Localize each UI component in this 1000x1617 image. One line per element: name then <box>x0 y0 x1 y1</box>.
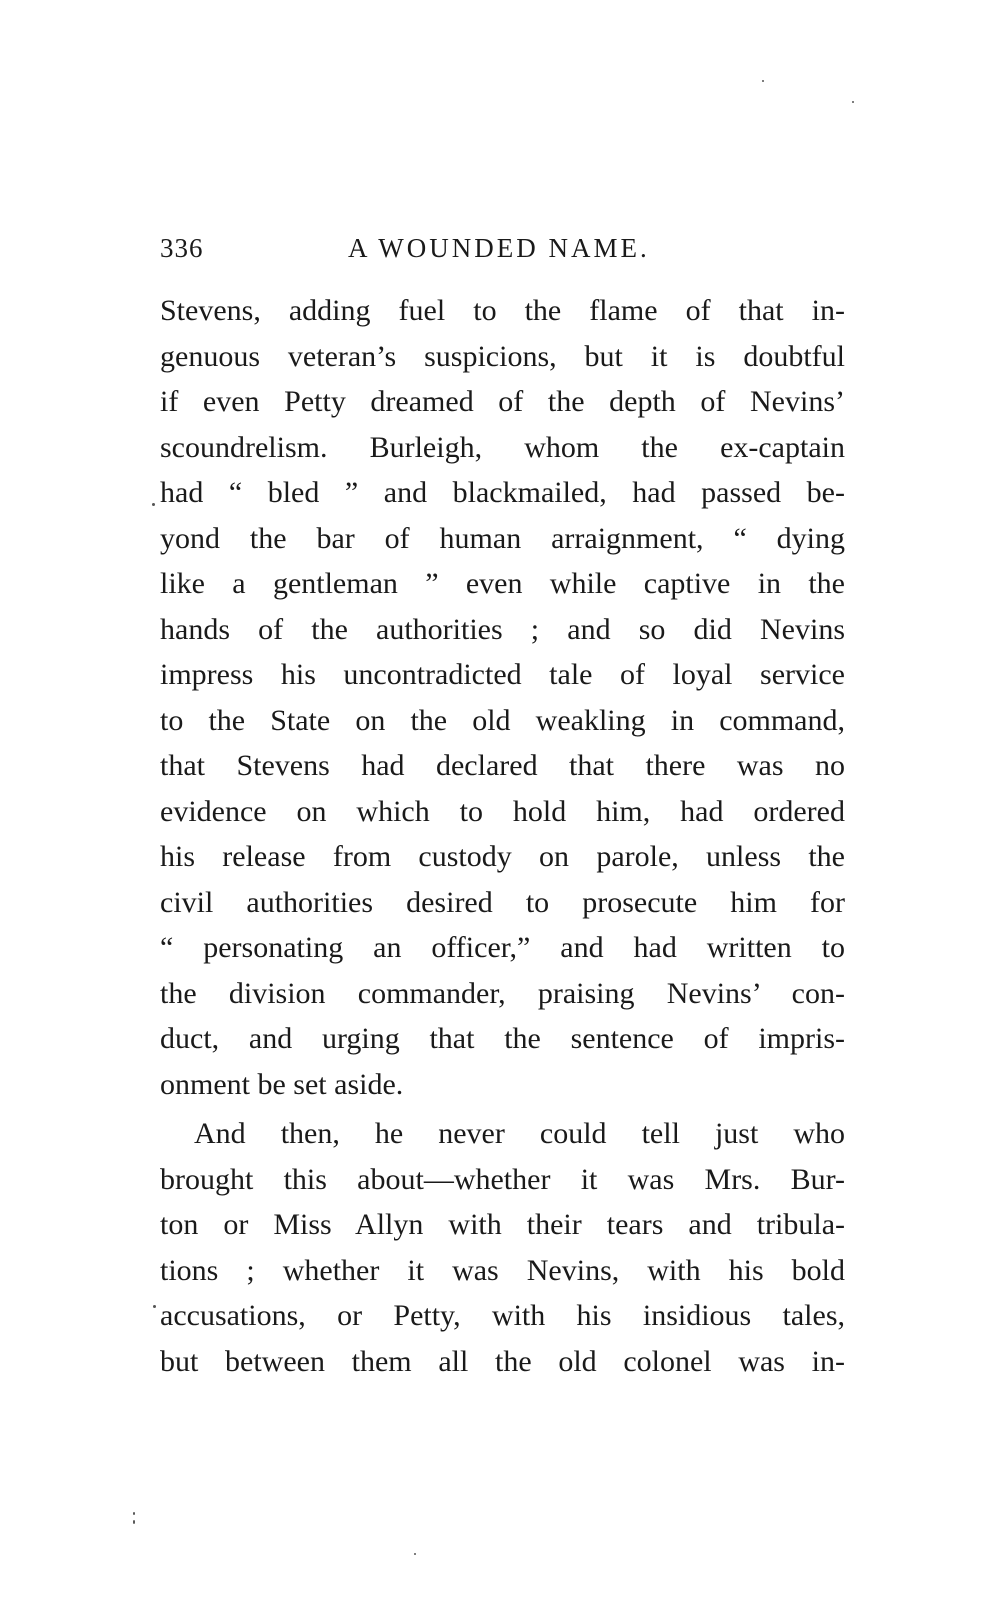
text-line: tions ; whether it was Nevins, with his bold <box>160 1253 845 1287</box>
text-line: had “ bled ” and blackmailed, had passed be- <box>160 476 845 509</box>
text-line: like a gentleman ” even while captive in the <box>160 567 845 600</box>
text-line: “ personating an officer,” and had written to <box>160 931 845 964</box>
text-line: Stevens, adding fuel to the flame of that in- <box>160 294 845 327</box>
paper-speck <box>133 1520 135 1524</box>
paper-speck <box>762 80 764 82</box>
page-number: 336 <box>160 233 204 263</box>
text-line: ton or Miss Allyn with their tears and tribula- <box>160 1208 845 1241</box>
text-line: evidence on which to hold him, had ordered <box>160 794 845 828</box>
text-line: And then, he never could tell just who <box>194 1117 845 1150</box>
paragraph-1 <box>160 288 845 1107</box>
text-line: the division commander, praising Nevins’ con- <box>160 976 845 1010</box>
paper-speck <box>133 1512 135 1515</box>
text-line: onment be set aside. <box>160 1067 404 1101</box>
text-line: duct, and urging that the sentence of impris- <box>160 1022 845 1055</box>
text-line: that Stevens had declared that there was no <box>160 749 845 782</box>
text-line: hands of the authorities ; and so did Nevins <box>160 612 845 646</box>
text-line: scoundrelism. Burleigh, whom the ex-captain <box>160 430 845 464</box>
text-line: impress his uncontradicted tale of loyal service <box>160 658 845 691</box>
body-text <box>160 288 845 1384</box>
text-line: if even Petty dreamed of the depth of Nevins’ <box>160 385 845 418</box>
text-line: civil authorities desired to prosecute him for <box>160 885 845 919</box>
running-head <box>160 228 845 268</box>
text-line: genuous veteran’s suspicions, but it is doubtful <box>160 339 845 373</box>
paper-speck <box>152 503 155 506</box>
text-line: to the State on the old weakling in command, <box>160 703 845 737</box>
text-line: accusations, or Petty, with his insidious tales, <box>160 1299 845 1332</box>
paper-speck <box>414 1553 416 1555</box>
running-title: A WOUNDED NAME. <box>348 233 650 263</box>
paper-speck <box>852 101 854 103</box>
text-line: yond the bar of human arraignment, “ dying <box>160 521 845 555</box>
text-line: his release from custody on parole, unless the <box>160 840 845 873</box>
text-line: brought this about—whether it was Mrs. Bur- <box>160 1162 845 1196</box>
text-line: but between them all the old colonel was in- <box>160 1344 845 1378</box>
paragraph-2 <box>160 1111 845 1384</box>
paper-speck <box>153 1305 156 1308</box>
